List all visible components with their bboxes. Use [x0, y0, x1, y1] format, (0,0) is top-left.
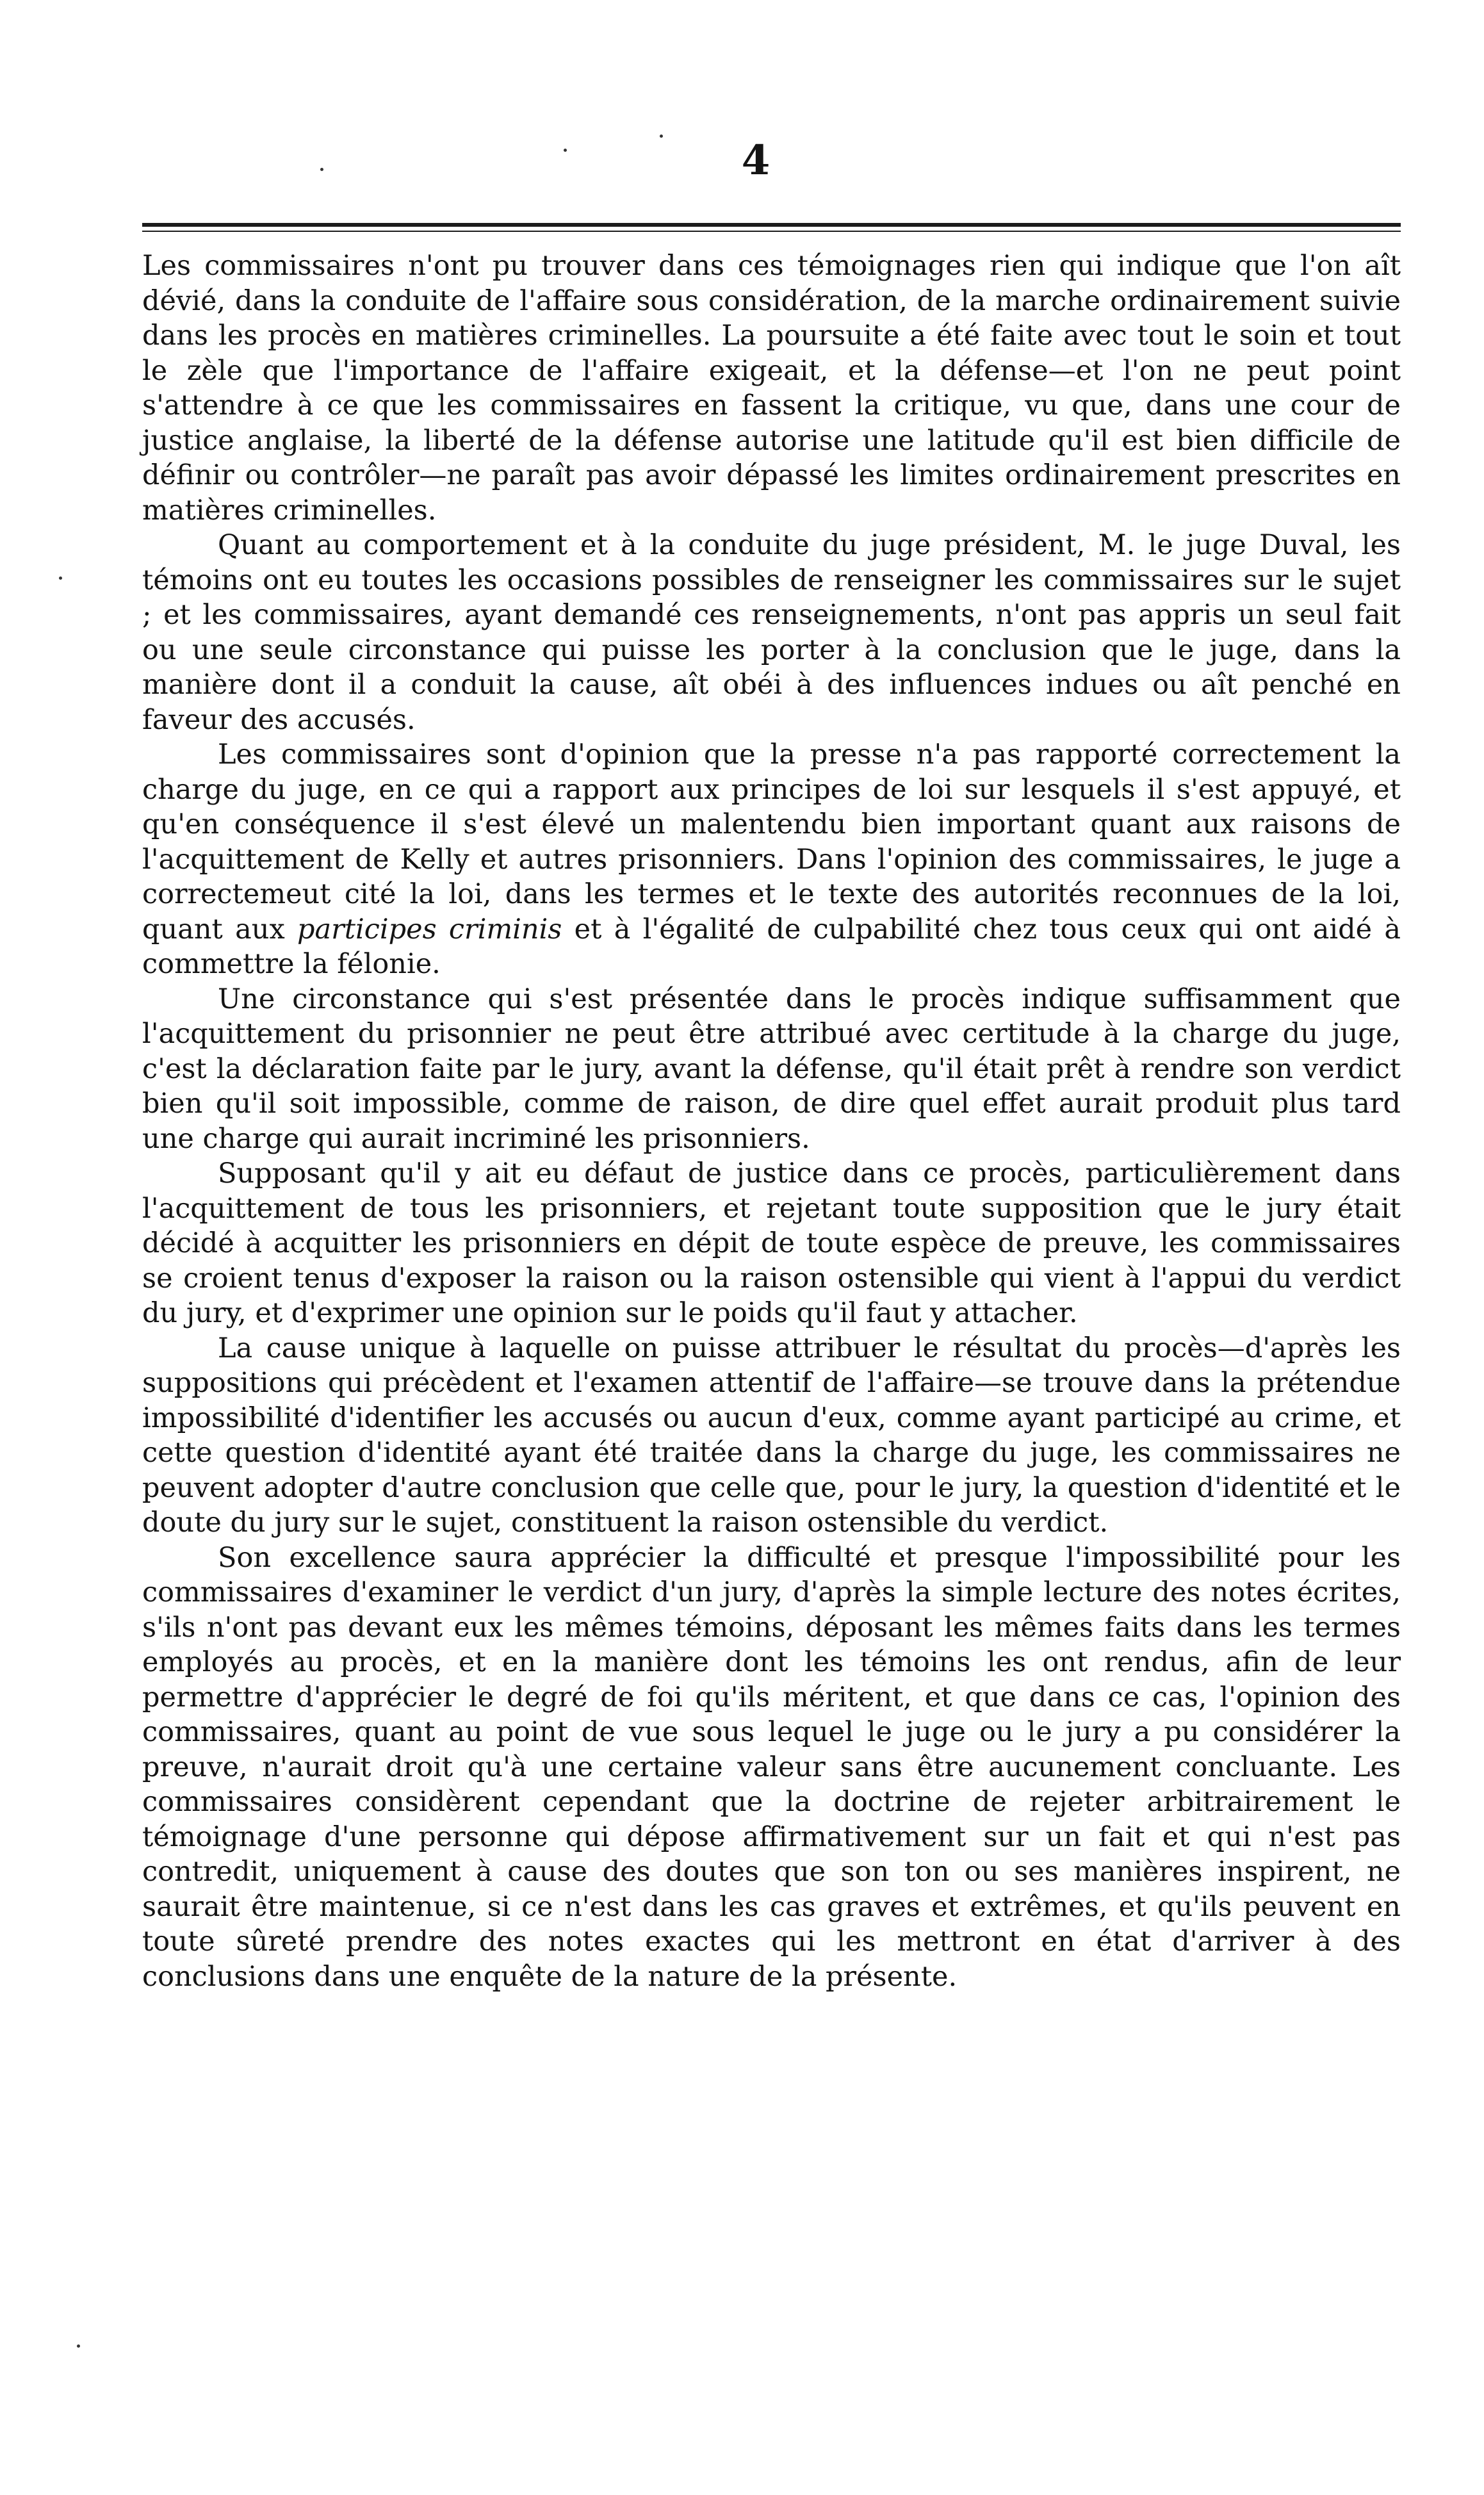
paragraph-2: Quant au comportement et à la conduite du juge président, M. le juge Duval, les témoins ont eu toutes les occasions possibles de renseigner les commissaires sur le sujet ; et les commissaires, ayant demandé ces renseignements, n'ont pas appris un seul fait ou une seule circonstance qui puisse les porter à la conclusion que le juge, dans la manière dont il a conduit la cause, aît obéi à des influences indues ou aît penché en faveur des accusés. — [142, 529, 1401, 736]
header-rule-thin — [142, 231, 1401, 232]
scan-speck — [59, 577, 62, 580]
paragraph-3 — [142, 737, 1401, 982]
scan-speck — [320, 168, 323, 171]
paragraph-3-italic: participes criminis — [297, 913, 562, 945]
body-text — [142, 249, 1401, 1994]
paragraph-3-before: Les commissaires sont d'opinion que la presse n'a pas rapporté correctement la charge du juge, en ce qui a rapport aux principes de loi sur lesquels il s'est appuyé, et qu'en conséquence il s'est élevé un malentendu bien important quant aux raisons de l'acquittement de Kelly et autres prisonniers. Dans l'opinion des commissaires, le juge a correctemeut cité la loi, dans les termes et le texte des autorités reconnues de la loi, quant aux — [142, 739, 1401, 945]
scan-speck — [564, 149, 567, 152]
paragraph-3-after: et à l'égalité de culpabilité chez tous ceux qui ont aidé à commettre la félonie. — [142, 913, 1401, 980]
paragraph-6: La cause unique à laquelle on puisse attribuer le résultat du procès—d'après les suppositions qui précèdent et l'examen attentif de l'affaire—se trouve dans la prétendue impossibilité d'identifier les accusés ou aucun d'eux, comme ayant participé au crime, et cette question d'identité ayant été traitée dans la charge du juge, les commissaires ne peuvent adopter d'autre conclusion que celle que, pour le jury, la question d'identité et le doute du jury sur le sujet, constituent la raison ostensible du verdict. — [142, 1332, 1401, 1539]
header-rule-thick — [142, 223, 1401, 227]
paragraph-5: Supposant qu'il y ait eu défaut de justice dans ce procès, particulièrement dans l'acquittement de tous les prisonniers, et rejetant toute supposition que le jury était décidé à acquitter les prisonniers en dépit de toute espèce de preuve, les commissaires se croient tenus d'exposer la raison ou la raison ostensible qui vient à l'appui du verdict du jury, et d'exprimer une opinion sur le poids qu'il faut y attacher. — [142, 1158, 1401, 1329]
paragraph-7: Son excellence saura apprécier la difficulté et presque l'impossibilité pour les commissaires d'examiner le verdict d'un jury, d'après la simple lecture des notes écrites, s'ils n'ont pas devant eux les mêmes témoins, déposant les mêmes faits dans les termes employés au procès, et en la manière dont les témoins les ont rendus, afin de leur permettre d'apprécier le degré de foi qu'ils méritent, et que dans ce cas, l'opinion des commissaires, quant au point de vue sous lequel le juge ou le jury a pu considérer la preuve, n'aurait droit qu'à une certaine valeur sans être aucunement concluante. Les commissaires considèrent cependant que la doctrine de rejeter arbitrairement le témoignage d'une personne qui dépose affirmativement sur un fait et qui n'est pas contredit, uniquement à cause des doutes que son ton ou ses manières inspirent, ne saurait être maintenue, si ce n'est dans les cas graves et extrêmes, et qu'ils peuvent en toute sûreté prendre des notes exactes qui les mettront en état d'arriver à des conclusions dans une enquête de la nature de la présente. — [142, 1541, 1401, 1993]
paragraph-4: Une circonstance qui s'est présentée dans le procès indique suffisamment que l'acquittement du prisonnier ne peut être attribué avec certitude à la charge du juge, c'est la déclaration faite par le jury, avant la défense, qu'il était prêt à rendre son verdict bien qu'il soit impossible, comme de raison, de dire quel effet aurait produit plus tard une charge qui aurait incriminé les prisonniers. — [142, 983, 1401, 1155]
paragraph-1: Les commissaires n'ont pu trouver dans ces témoignages rien qui indique que l'on aît dévié, dans la conduite de l'affaire sous considération, de la marche ordinairement suivie dans les procès en matières criminelles. La poursuite a été faite avec tout le soin et tout le zèle que l'importance de l'affaire exigeait, et la défense—et l'on ne peut point s'attendre à ce que les commissaires en fassent la critique, vu que, dans une cour de justice anglaise, la liberté de la défense autorise une latitude qu'il est bien difficile de définir ou contrôler—ne paraît pas avoir dépassé les limites ordinairement prescrites en matières criminelles. — [142, 250, 1401, 527]
scan-speck — [77, 2344, 80, 2348]
page-number: 4 — [741, 136, 771, 184]
scan-speck — [660, 135, 663, 138]
